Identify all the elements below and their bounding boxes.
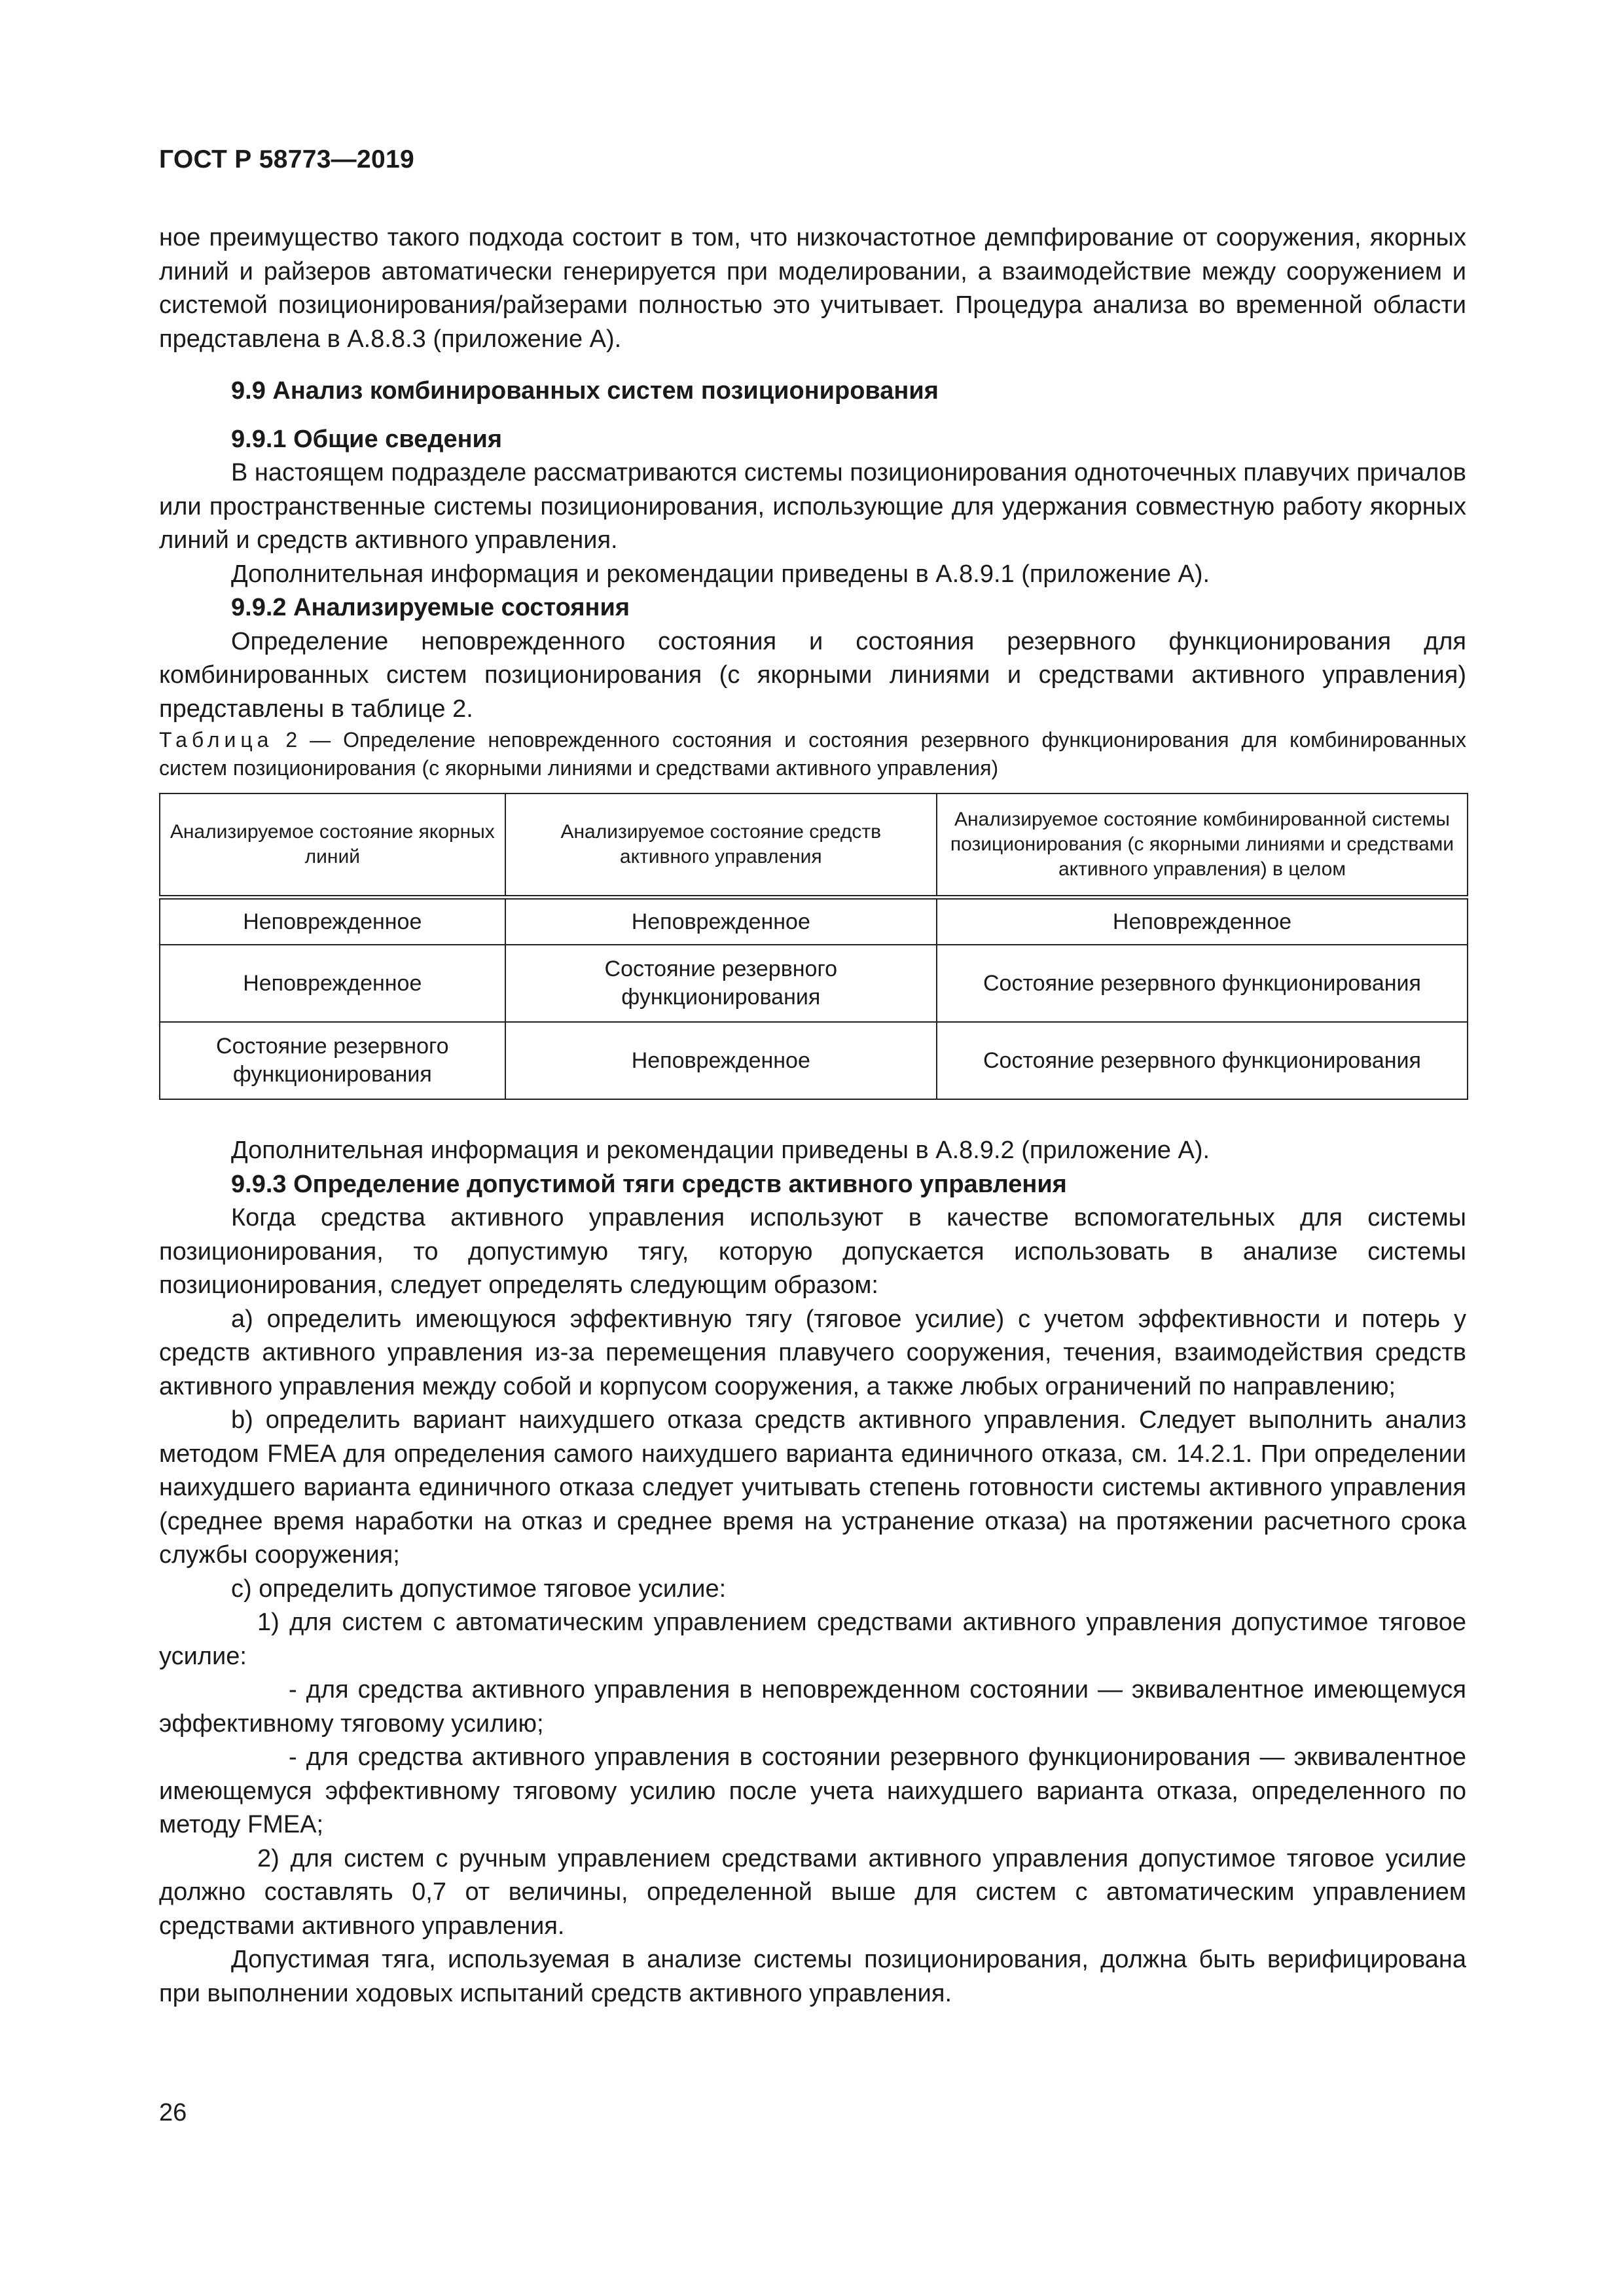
table-row bbox=[160, 1022, 1468, 1099]
table-header-cell: Анализируемое состояние комбинированной системы позиционирования (с якорными линиями и средствами активного управления) в целом bbox=[937, 793, 1468, 898]
table-cell: Состояние резервного функционирования bbox=[937, 1022, 1468, 1099]
list-item-b: b) определить вариант наихудшего отказа средств активного управления. Следует выполнить анализ методом FMEA для определения самого наихудшего варианта единичного отказа, см. 14.2.1. При определении наихудшего варианта единичного отказа следует учитывать степень готовности системы активного управления (среднее время наработки на отказ и среднее время на устранение отказа) на протяжении расчетного срока службы сооружения; bbox=[159, 1406, 1466, 1569]
list-item-c: с) определить допустимое тяговое усилие: bbox=[231, 1575, 727, 1603]
section-9-9-title: 9.9 Анализ комбинированных систем позиционирования bbox=[231, 377, 939, 405]
table-cell: Неповрежденное bbox=[505, 1022, 937, 1099]
list-item-c-1: 1) для систем с автоматическим управлением средствами активного управления допустимое тяговое усилие: bbox=[159, 1609, 1466, 1670]
section-9-9-2-reference: Дополнительная информация и рекомендации приведены в А.8.9.2 (приложение А). bbox=[231, 1137, 1210, 1164]
table-header-cell: Анализируемое состояние средств активного управления bbox=[505, 793, 937, 898]
table-cell: Неповрежденное bbox=[937, 898, 1468, 945]
table-cell: Состояние резервного функционирования bbox=[160, 1022, 505, 1099]
table-row bbox=[160, 945, 1468, 1022]
table-row bbox=[160, 898, 1468, 945]
list-item-a: а) определить имеющуюся эффективную тягу (тяговое усилие) с учетом эффективности и потерь у средств активного управления из-за перемещения плавучего сооружения, течения, взаимодействия средств активного управления между собой и корпусом сооружения, а также любых ограничений по направлению; bbox=[159, 1305, 1466, 1400]
document-code-header: ГОСТ Р 58773—2019 bbox=[159, 145, 414, 173]
page-number: 26 bbox=[159, 2099, 187, 2126]
table-cell: Состояние резервного функционирования bbox=[937, 945, 1468, 1022]
table-cell: Неповрежденное bbox=[160, 898, 505, 945]
table-2 bbox=[159, 793, 1468, 1100]
section-9-9-3-title: 9.9.3 Определение допустимой тяги средств активного управления bbox=[231, 1170, 1067, 1198]
table-cell: Состояние резервного функционирования bbox=[505, 945, 937, 1022]
table-cell: Неповрежденное bbox=[160, 945, 505, 1022]
final-paragraph: Допустимая тяга, используемая в анализе системы позиционирования, должна быть верифицирована при выполнении ходовых испытаний средств активного управления. bbox=[159, 1946, 1466, 2007]
list-item-c-2: 2) для систем с ручным управлением средствами активного управления допустимое тяговое усилие должно составлять 0,7 от величины, определенной выше для систем с автоматическим управлением средствами активного управления. bbox=[159, 1844, 1466, 1940]
list-item-c-1-dash-1: - для средства активного управления в неповрежденном состоянии — эквивалентное имеющемуся эффективному тяговому усилию; bbox=[159, 1676, 1466, 1738]
section-9-9-3-paragraph: Когда средства активного управления используют в качестве вспомогательных для системы позиционирования, то допустимую тягу, которую допускается использовать в анализе системы позиционирования, следует определять следующим образом: bbox=[159, 1204, 1466, 1299]
list-item-c-1-dash-2: - для средства активного управления в состоянии резервного функционирования — эквивалентное имеющемуся эффективному тяговому усилию после учета наихудшего варианта отказа, определенного по методу FMEA; bbox=[159, 1743, 1466, 1838]
section-9-9-2-title: 9.9.2 Анализируемые состояния bbox=[231, 594, 630, 621]
intro-paragraph: ное преимущество такого подхода состоит в том, что низкочастотное демпфирование от сооружения, якорных линий и райзеров автоматически генерируется при моделировании, а взаимодействие между сооружением и системой позиционирования/райзерами полностью это учитывает. Процедура анализа во временной области представлена в А.8.8.3 (приложение А). bbox=[159, 224, 1466, 353]
table-header-cell: Анализируемое состояние якорных линий bbox=[160, 793, 505, 898]
table-caption-text: 2 — Определение неповрежденного состояния и состояния резервного функционирования для комбинированных систем позиционирования (с якорными линиями и средствами активного управления) bbox=[159, 728, 1467, 780]
page-content bbox=[159, 221, 1466, 2011]
section-9-9-1-title: 9.9.1 Общие сведения bbox=[231, 425, 503, 453]
table-cell: Неповрежденное bbox=[505, 898, 937, 945]
table-header-row bbox=[160, 793, 1468, 898]
section-9-9-1-reference: Дополнительная информация и рекомендации приведены в А.8.9.1 (приложение А). bbox=[231, 560, 1210, 588]
table-caption-label: Таблица bbox=[159, 728, 274, 752]
section-9-9-2-paragraph: Определение неповрежденного состояния и состояния резервного функционирования для комбинированных систем позиционирования (с якорными линиями и средствами активного управления) представлены в таблице 2. bbox=[159, 627, 1466, 723]
table-2-caption bbox=[159, 726, 1466, 782]
section-9-9-1-paragraph: В настоящем подразделе рассматриваются системы позиционирования одноточечных плавучих причалов или пространственные системы позиционирования, использующие для удержания совместную работу якорных линий и средств активного управления. bbox=[159, 459, 1466, 554]
